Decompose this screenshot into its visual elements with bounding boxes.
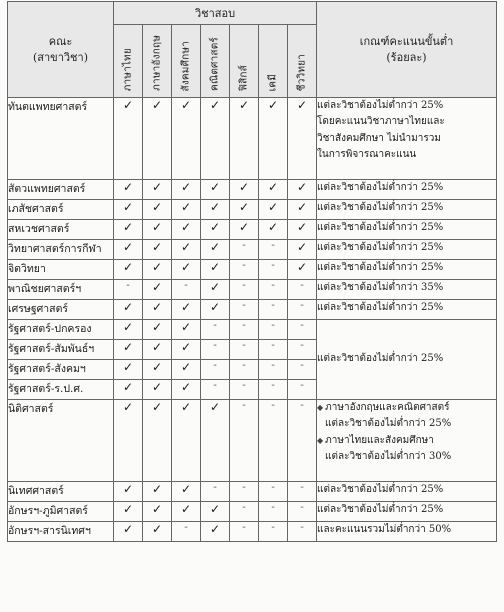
subjects-group-header <box>114 2 317 25</box>
criteria-text: แต่ละวิชาต้องไม่ต่ำกว่า 35% <box>317 282 444 293</box>
check-icon: ✓ <box>114 400 143 482</box>
criteria-text: แต่ละวิชาต้องไม่ต่ำกว่า 25% <box>317 242 444 253</box>
check-icon: ✓ <box>114 300 143 320</box>
criteria-cell <box>317 280 497 300</box>
check-icon: ✓ <box>230 180 259 200</box>
criteria-cell <box>317 180 497 200</box>
dash-mark: - <box>288 360 317 380</box>
subject-header-label: ภาษาไทย <box>122 47 134 91</box>
subject-header-cell <box>172 25 201 98</box>
dash-mark: - <box>288 380 317 400</box>
check-icon: ✓ <box>201 522 230 542</box>
dash-mark: - <box>172 280 201 300</box>
table-row <box>8 280 497 300</box>
dash-mark: - <box>172 522 201 542</box>
dash-mark: - <box>288 482 317 502</box>
criteria-text: แต่ละวิชาต้องไม่ต่ำกว่า 25% <box>317 100 444 111</box>
faculty-name: สหเวชศาสตร์ <box>8 220 114 240</box>
check-icon: ✓ <box>114 360 143 380</box>
subject-header-cell <box>143 25 172 98</box>
check-icon: ✓ <box>114 220 143 240</box>
dash-mark: - <box>230 260 259 280</box>
criteria-line <box>317 300 496 316</box>
diamond-bullet-icon: ◆ <box>317 435 324 445</box>
check-icon: ✓ <box>172 502 201 522</box>
criteria-line <box>317 280 496 296</box>
subject-header-cell <box>201 25 230 98</box>
criteria-header-label: เกณฑ์คะแนนขั้นต่ำ <box>359 34 454 48</box>
check-icon: ✓ <box>143 522 172 542</box>
dash-mark: - <box>259 360 288 380</box>
dash-mark: - <box>230 522 259 542</box>
check-icon: ✓ <box>288 240 317 260</box>
criteria-text: วิชาสังคมศึกษา ไม่นำมารวม <box>317 132 441 144</box>
subject-header-label: คณิตศาสตร์ <box>209 37 221 91</box>
check-icon: ✓ <box>114 180 143 200</box>
subject-header-cell <box>230 25 259 98</box>
dash-mark: - <box>201 482 230 502</box>
criteria-cell <box>317 482 497 502</box>
check-icon: ✓ <box>114 522 143 542</box>
faculty-name: พาณิชยศาสตร์ฯ <box>8 280 114 300</box>
criteria-text: แต่ละวิชาต้องไม่ต่ำกว่า 25% <box>325 418 452 430</box>
criteria-line <box>317 400 496 416</box>
faculty-name: จิตวิทยา <box>8 260 114 280</box>
criteria-cell <box>317 400 497 482</box>
check-icon: ✓ <box>172 340 201 360</box>
criteria-text: แต่ละวิชาต้องไม่ต่ำกว่า 25% <box>317 202 444 213</box>
criteria-cell <box>317 98 497 180</box>
check-icon: ✓ <box>288 220 317 240</box>
check-icon: ✓ <box>172 98 201 180</box>
criteria-cell <box>317 220 497 240</box>
dash-mark: - <box>259 522 288 542</box>
check-icon: ✓ <box>201 180 230 200</box>
table-row <box>8 522 497 542</box>
dash-mark: - <box>288 320 317 340</box>
dash-mark: - <box>259 300 288 320</box>
check-icon: ✓ <box>288 200 317 220</box>
criteria-text: แต่ละวิชาต้องไม่ต่ำกว่า 30% <box>325 451 452 463</box>
dash-mark: - <box>288 340 317 360</box>
criteria-text: และคะแนนรวมไม่ต่ำกว่า 50% <box>317 524 452 535</box>
faculty-name: อักษรฯ-สารนิเทศฯ <box>8 522 114 542</box>
criteria-line <box>317 482 496 498</box>
check-icon: ✓ <box>201 98 230 180</box>
subject-header-label: ฟิสิกส์ <box>238 64 250 91</box>
subject-header-label: ภาษาอังกฤษ <box>151 35 163 91</box>
faculty-header-label: คณะ <box>48 34 73 48</box>
check-icon: ✓ <box>143 502 172 522</box>
faculty-name: เศรษฐศาสตร์ <box>8 300 114 320</box>
check-icon: ✓ <box>259 180 288 200</box>
dash-mark: - <box>230 280 259 300</box>
faculty-column-header <box>8 2 114 98</box>
faculty-name: รัฐศาสตร์-สังคมฯ <box>8 360 114 380</box>
dash-mark: - <box>201 340 230 360</box>
criteria-line <box>317 114 496 130</box>
dash-mark: - <box>230 340 259 360</box>
criteria-text: แต่ละวิชาต้องไม่ต่ำกว่า 25% <box>317 353 444 365</box>
check-icon: ✓ <box>172 300 201 320</box>
table-row <box>8 180 497 200</box>
check-icon: ✓ <box>172 400 201 482</box>
faculty-header-sublabel: (สาขาวิชา) <box>33 50 88 64</box>
criteria-text: แต่ละวิชาต้องไม่ต่ำกว่า 25% <box>317 262 444 273</box>
table-row <box>8 320 497 340</box>
criteria-line <box>317 260 496 276</box>
check-icon: ✓ <box>114 340 143 360</box>
criteria-line <box>317 131 496 147</box>
dash-mark: - <box>259 320 288 340</box>
check-icon: ✓ <box>172 380 201 400</box>
faculty-name: สัตวแพทยศาสตร์ <box>8 180 114 200</box>
subject-header-cell <box>288 25 317 98</box>
check-icon: ✓ <box>114 240 143 260</box>
check-icon: ✓ <box>143 180 172 200</box>
criteria-column-header <box>317 2 497 98</box>
check-icon: ✓ <box>114 200 143 220</box>
check-icon: ✓ <box>259 200 288 220</box>
subject-header-label: เคมี <box>267 73 279 91</box>
check-icon: ✓ <box>114 98 143 180</box>
admission-criteria-table <box>7 1 497 542</box>
criteria-text: แต่ละวิชาต้องไม่ต่ำกว่า 25% <box>317 222 444 233</box>
check-icon: ✓ <box>172 482 201 502</box>
criteria-cell <box>317 260 497 280</box>
criteria-line <box>317 351 496 367</box>
table-row <box>8 300 497 320</box>
table-row <box>8 400 497 482</box>
check-icon: ✓ <box>288 260 317 280</box>
faculty-name: อักษรฯ-ภูมิศาสตร์ <box>8 502 114 522</box>
criteria-cell <box>317 502 497 522</box>
check-icon: ✓ <box>230 220 259 240</box>
check-icon: ✓ <box>230 98 259 180</box>
criteria-cell <box>317 320 497 400</box>
table-body <box>8 98 497 542</box>
diamond-bullet-icon: ◆ <box>317 403 324 412</box>
dash-mark: - <box>230 360 259 380</box>
subjects-group-label: วิชาสอบ <box>194 7 236 20</box>
dash-mark: - <box>259 280 288 300</box>
criteria-line <box>317 180 496 196</box>
criteria-text: ภาษาไทยและสังคมศึกษา <box>325 434 434 446</box>
dash-mark: - <box>288 502 317 522</box>
check-icon: ✓ <box>143 320 172 340</box>
check-icon: ✓ <box>143 400 172 482</box>
check-icon: ✓ <box>114 502 143 522</box>
table-row <box>8 240 497 260</box>
criteria-cell <box>317 240 497 260</box>
criteria-cell <box>317 200 497 220</box>
subject-header-cell <box>259 25 288 98</box>
check-icon: ✓ <box>143 200 172 220</box>
criteria-text: แต่ละวิชาต้องไม่ต่ำกว่า 25% <box>317 484 444 495</box>
check-icon: ✓ <box>172 260 201 280</box>
dash-mark: - <box>259 380 288 400</box>
table-row <box>8 220 497 240</box>
check-icon: ✓ <box>172 320 201 340</box>
table-row <box>8 482 497 502</box>
check-icon: ✓ <box>143 340 172 360</box>
check-icon: ✓ <box>259 220 288 240</box>
check-icon: ✓ <box>172 200 201 220</box>
check-icon: ✓ <box>143 220 172 240</box>
dash-mark: - <box>201 360 230 380</box>
dash-mark: - <box>259 340 288 360</box>
dash-mark: - <box>230 320 259 340</box>
dash-mark: - <box>201 380 230 400</box>
criteria-line <box>317 433 496 449</box>
dash-mark: - <box>230 380 259 400</box>
criteria-cell <box>317 522 497 542</box>
dash-mark: - <box>288 522 317 542</box>
check-icon: ✓ <box>172 240 201 260</box>
check-icon: ✓ <box>143 260 172 280</box>
criteria-text: แต่ละวิชาต้องไม่ต่ำกว่า 25% <box>317 504 444 515</box>
check-icon: ✓ <box>143 300 172 320</box>
dash-mark: - <box>230 240 259 260</box>
check-icon: ✓ <box>114 260 143 280</box>
dash-mark: - <box>259 400 288 482</box>
criteria-text: แต่ละวิชาต้องไม่ต่ำกว่า 25% <box>317 302 444 313</box>
dash-mark: - <box>114 280 143 300</box>
check-icon: ✓ <box>259 98 288 180</box>
dash-mark: - <box>230 300 259 320</box>
check-icon: ✓ <box>201 280 230 300</box>
criteria-text: แต่ละวิชาต้องไม่ต่ำกว่า 25% <box>317 182 444 193</box>
dash-mark: - <box>230 482 259 502</box>
faculty-name: นิเทศศาสตร์ <box>8 482 114 502</box>
faculty-name: วิทยาศาสตร์การกีฬา <box>8 240 114 260</box>
check-icon: ✓ <box>201 400 230 482</box>
criteria-text: โดยคะแนนวิชาภาษาไทยและ <box>317 116 445 128</box>
criteria-line <box>317 98 496 114</box>
faculty-name: รัฐศาสตร์-ร.ป.ศ. <box>8 380 114 400</box>
check-icon: ✓ <box>201 502 230 522</box>
dash-mark: - <box>288 300 317 320</box>
criteria-line <box>317 147 496 163</box>
subject-header-label: สังคมศึกษา <box>180 40 192 91</box>
check-icon: ✓ <box>114 482 143 502</box>
check-icon: ✓ <box>201 200 230 220</box>
criteria-line <box>317 200 496 216</box>
check-icon: ✓ <box>172 180 201 200</box>
check-icon: ✓ <box>288 180 317 200</box>
dash-mark: - <box>230 400 259 482</box>
subject-header-cell <box>114 25 143 98</box>
criteria-line <box>317 502 496 518</box>
criteria-text: ในการพิจารณาคะแนน <box>317 149 417 161</box>
criteria-line <box>317 220 496 236</box>
criteria-line <box>317 522 496 538</box>
check-icon: ✓ <box>143 240 172 260</box>
table-row <box>8 502 497 522</box>
subject-header-label: ชีววิทยา <box>296 53 308 91</box>
criteria-header-sublabel: (ร้อยละ) <box>386 50 427 64</box>
faculty-name: รัฐศาสตร์-สัมพันธ์ฯ <box>8 340 114 360</box>
check-icon: ✓ <box>201 220 230 240</box>
check-icon: ✓ <box>172 360 201 380</box>
faculty-name: นิติศาสตร์ <box>8 400 114 482</box>
dash-mark: - <box>259 502 288 522</box>
dash-mark: - <box>288 280 317 300</box>
check-icon: ✓ <box>143 280 172 300</box>
check-icon: ✓ <box>288 98 317 180</box>
table-row <box>8 200 497 220</box>
check-icon: ✓ <box>143 482 172 502</box>
dash-mark: - <box>230 502 259 522</box>
faculty-name: เภสัชศาสตร์ <box>8 200 114 220</box>
check-icon: ✓ <box>114 380 143 400</box>
dash-mark: - <box>259 240 288 260</box>
check-icon: ✓ <box>201 260 230 280</box>
dash-mark: - <box>259 482 288 502</box>
check-icon: ✓ <box>114 320 143 340</box>
table-row <box>8 98 497 180</box>
check-icon: ✓ <box>201 300 230 320</box>
check-icon: ✓ <box>143 380 172 400</box>
dash-mark: - <box>259 260 288 280</box>
criteria-text: ภาษาอังกฤษและคณิตศาสตร์ <box>325 402 450 413</box>
criteria-line <box>317 416 496 432</box>
criteria-line <box>317 449 496 465</box>
check-icon: ✓ <box>230 200 259 220</box>
check-icon: ✓ <box>172 220 201 240</box>
check-icon: ✓ <box>143 98 172 180</box>
dash-mark: - <box>288 400 317 482</box>
faculty-name: ทันตแพทยศาสตร์ <box>8 98 114 180</box>
table-row <box>8 260 497 280</box>
faculty-name: รัฐศาสตร์-ปกครอง <box>8 320 114 340</box>
criteria-line <box>317 240 496 256</box>
dash-mark: - <box>201 320 230 340</box>
check-icon: ✓ <box>201 240 230 260</box>
criteria-cell <box>317 300 497 320</box>
check-icon: ✓ <box>143 360 172 380</box>
